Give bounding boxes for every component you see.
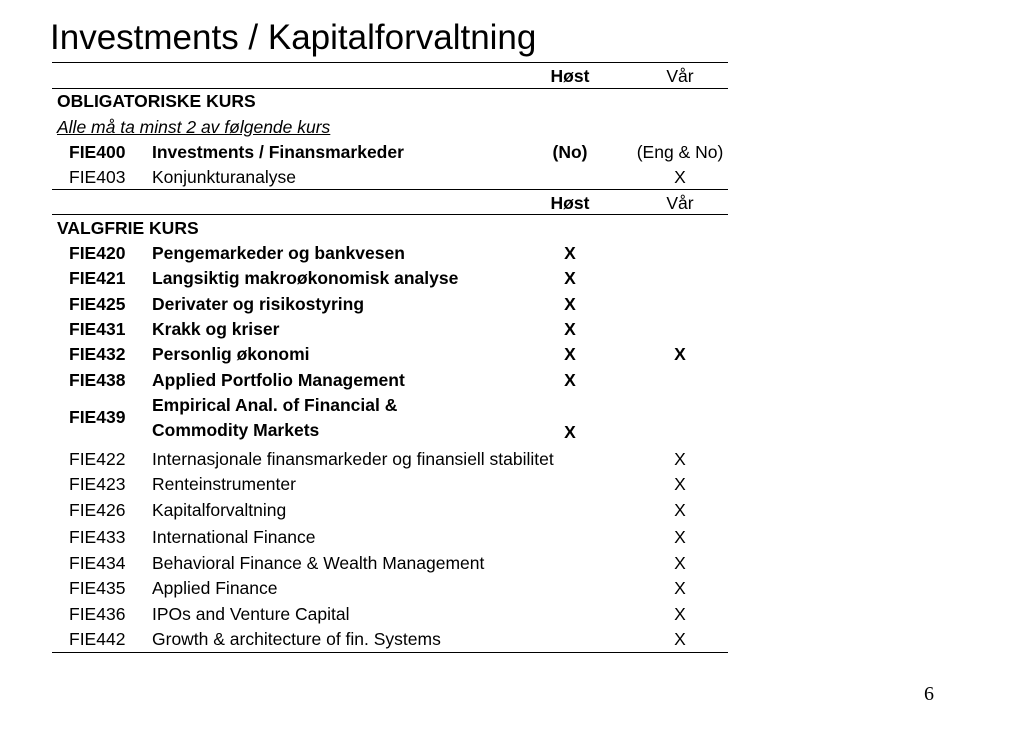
section-heading: OBLIGATORISKE KURS (57, 91, 256, 111)
course-name: Kapitalforvaltning (152, 500, 287, 520)
course-code: FIE422 (69, 449, 126, 469)
course-var-mark: X (674, 553, 686, 573)
page-number: 6 (924, 683, 934, 705)
course-name: IPOs and Venture Capital (152, 604, 350, 624)
course-var-mark: X (674, 167, 686, 187)
course-host-mark: X (564, 319, 576, 339)
course-var-mark: X (674, 527, 686, 547)
course-name: Behavioral Finance & Wealth Management (152, 553, 485, 573)
course-code: FIE434 (69, 553, 126, 573)
course-var-mark: (Eng & No) (636, 142, 724, 162)
column-header-var: Vår (666, 66, 694, 86)
course-name: International Finance (152, 527, 316, 547)
course-code: FIE400 (69, 142, 126, 162)
course-host-mark: X (564, 294, 576, 314)
column-header-host: Høst (550, 193, 590, 213)
table-top-rule (52, 62, 728, 63)
section-note: Alle må ta minst 2 av følgende kurs (57, 117, 331, 137)
table-row (52, 393, 728, 445)
table-bottom-rule (52, 652, 728, 653)
course-code: FIE420 (69, 243, 126, 263)
course-code: FIE435 (69, 578, 126, 598)
course-code: FIE436 (69, 604, 126, 624)
course-code: FIE426 (69, 500, 126, 520)
course-code: FIE425 (69, 294, 126, 314)
course-code: FIE433 (69, 527, 126, 547)
course-host-mark: X (564, 243, 576, 263)
course-code: FIE439 (69, 407, 126, 427)
course-name: Pengemarkeder og bankvesen (152, 243, 405, 263)
course-name (152, 393, 532, 443)
course-name: Renteinstrumenter (152, 474, 296, 494)
course-name: Internasjonale finansmarkeder og finansiell stabilitet (152, 449, 554, 469)
course-var-mark: X (674, 578, 686, 598)
course-var-mark: X (674, 474, 686, 494)
course-code: FIE403 (69, 167, 126, 187)
course-host-mark: X (564, 268, 576, 288)
course-name: Derivater og risikostyring (152, 294, 365, 314)
course-name: Investments / Finansmarkeder (152, 142, 404, 162)
header-rule (52, 214, 728, 215)
section-divider-rule (52, 189, 728, 190)
course-host-mark: X (564, 422, 576, 442)
course-var-mark: X (674, 344, 686, 364)
course-host-mark: (No) (552, 142, 588, 162)
course-host-mark: X (564, 344, 576, 364)
column-header-var: Vår (666, 193, 694, 213)
course-name: Krakk og kriser (152, 319, 280, 339)
course-name: Langsiktig makroøkonomisk analyse (152, 268, 459, 288)
course-code: FIE423 (69, 474, 126, 494)
course-name: Applied Finance (152, 578, 278, 598)
course-var-mark: X (674, 604, 686, 624)
course-code: FIE421 (69, 268, 126, 288)
course-code: FIE432 (69, 344, 126, 364)
course-name-line: Empirical Anal. of Financial & (152, 395, 398, 415)
course-host-mark: X (564, 370, 576, 390)
course-var-mark: X (674, 500, 686, 520)
course-name: Konjunkturanalyse (152, 167, 296, 187)
course-name: Applied Portfolio Management (152, 370, 405, 390)
course-name: Personlig økonomi (152, 344, 310, 364)
course-name-line: Commodity Markets (152, 420, 320, 440)
course-name: Growth & architecture of fin. Systems (152, 629, 441, 649)
course-code: FIE442 (69, 629, 126, 649)
page-title: Investments / Kapitalforvaltning (50, 18, 537, 57)
course-var-mark: X (674, 449, 686, 469)
course-var-mark: X (674, 629, 686, 649)
section-heading: VALGFRIE KURS (57, 218, 199, 238)
course-code: FIE431 (69, 319, 126, 339)
course-code: FIE438 (69, 370, 126, 390)
column-header-host: Høst (550, 66, 590, 86)
